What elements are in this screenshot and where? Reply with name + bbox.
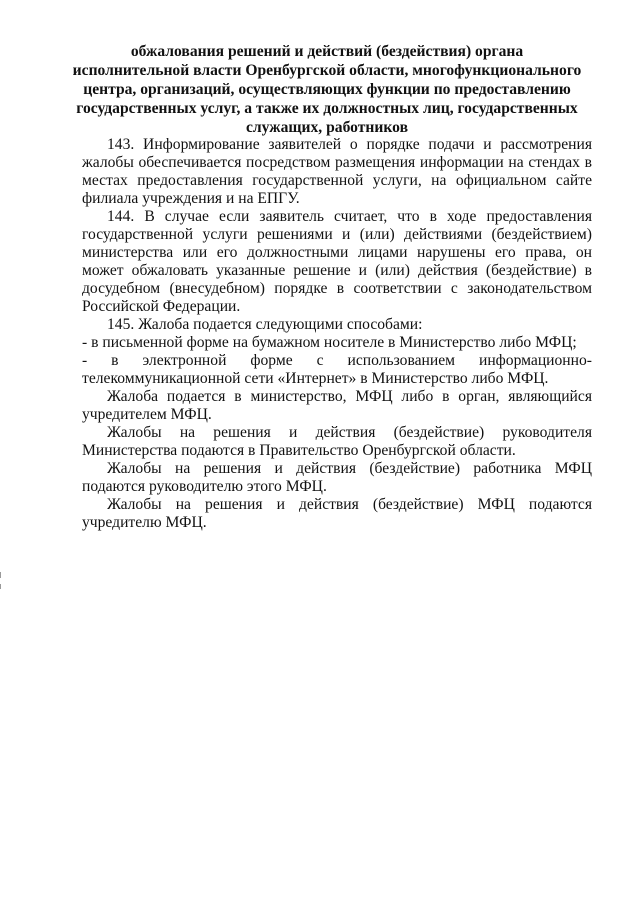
list-item-electronic-form: - в электронной форме с использованием информационно-телекоммуникационной сети «Интернет» в Министерство либо МФЦ. (82, 352, 592, 387)
paragraph-145: 145. Жалоба подается следующими способами: (107, 316, 423, 333)
paragraph-mfc-complaints: Жалобы на решения и действия (бездействие) МФЦ подаются учредителю МФЦ. (82, 496, 592, 531)
paragraph-complaint-submission: Жалоба подается в министерство, МФЦ либо в орган, являющийся учредителем МФЦ. (82, 388, 592, 423)
scan-edge-mark (0, 584, 1, 589)
scan-edge-mark (0, 572, 1, 578)
paragraph-mfc-worker-complaints: Жалобы на решения и действия (бездействие) работника МФЦ подаются руководителю этого МФЦ. (82, 460, 592, 495)
document-body (82, 136, 592, 532)
list-item-written-form: - в письменной форме на бумажном носителе в Министерство либо МФЦ; (82, 334, 577, 351)
section-heading: обжалования решений и действий (бездействия) органа исполнительной власти Оренбургской области, многофункционального центра, организаций, осуществляющих функции по предоставлению государственных услуг, а также их должностных лиц, государственных служащих, работников (72, 43, 582, 136)
paragraph-143: 143. Информирование заявителей о порядке подачи и рассмотрения жалобы обеспечивается посредством размещения информации на стендах в местах предоставления государственной услуги, на официальном сайте филиала учреждения и на ЕПГУ. (82, 136, 592, 207)
paragraph-ministry-head-complaints: Жалобы на решения и действия (бездействие) руководителя Министерства подаются в Правительство Оренбургской области. (82, 424, 592, 459)
paragraph-144: 144. В случае если заявитель считает, что в ходе предоставления государственной услуги решениями и (или) действиями (бездействием) министерства или его должностными лицами нарушены его права, он может обжаловать указанные решение и (или) действия (бездействие) в досудебном (внесудебном) порядке в соответствии с законодательством Российской Федерации. (82, 208, 592, 315)
